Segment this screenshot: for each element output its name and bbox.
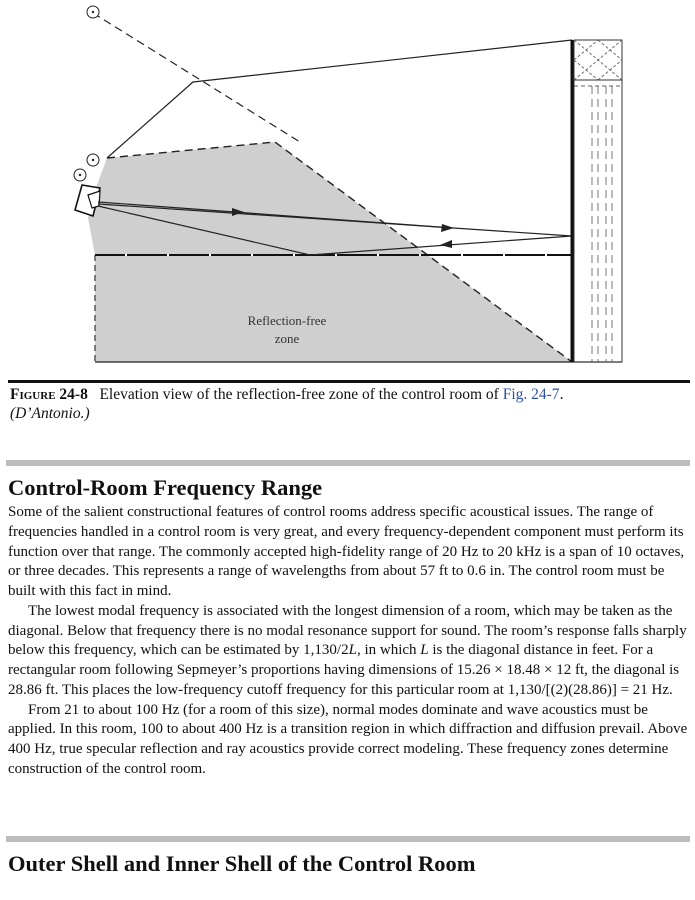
section-body-frequency-range xyxy=(8,503,691,780)
elevation-diagram xyxy=(0,0,695,378)
ray-reflected-arrow xyxy=(440,240,452,248)
figure-caption xyxy=(10,385,680,423)
source-marker-speaker-dot xyxy=(79,174,81,176)
section-heading-outer-inner-shell: Outer Shell and Inner Shell of the Control Room xyxy=(8,851,476,876)
zone-label-line1: Reflection-free xyxy=(247,313,327,328)
caption-text: Elevation view of the reflection-free zone of the control room of xyxy=(99,386,499,403)
source-marker-top-dot xyxy=(92,11,94,13)
variable-l-1: L xyxy=(348,642,357,659)
rear-wall-diffuser xyxy=(572,40,622,362)
source-marker-middle-dot xyxy=(92,159,94,161)
variable-l-2: L xyxy=(420,642,429,659)
reflection-free-zone xyxy=(88,142,572,362)
paragraph-2 xyxy=(8,602,691,701)
paragraph-3: From 21 to about 100 Hz (for a room of this size), normal modes dominate and wave acoustics must be applied. In this room, 100 to about 400 Hz is a transition region in which diffraction and diffusion prevail. Above 400 Hz, true specular reflection and ray acoustics provide correct modeling. These frequency zones determine construction of the control room. xyxy=(8,701,688,777)
ceiling-line xyxy=(107,40,572,158)
paragraph-1: Some of the salient constructional features of control rooms address specific acoustical issues. The range of frequencies handled in a control room is very great, and every frequency-dependent component must perform its function over that range. The commonly accepted high-fidelity range of 20 Hz to 20 kHz is a span of 10 octaves, or three decades. This represents a range of wavelengths from about 57 ft to 0.6 in. The control room must be built with this fact in mind. xyxy=(8,504,685,599)
sight-line-dashed xyxy=(93,13,300,142)
zone-label-line2: zone xyxy=(274,331,300,346)
paragraph-2-part-b: , in which xyxy=(356,642,421,659)
figure-link[interactable]: Fig. 24-7 xyxy=(502,386,560,403)
section-divider-2 xyxy=(6,836,690,842)
caption-rule xyxy=(8,380,690,383)
paragraph-2-part-c: is the diagonal distance in feet. For a rectangular room following Sepmeyer’s proportions having dimensions of 15.26 × 18.48 × 12 ft, the diagonal is 28.86 ft. This places the low-frequency cutoff frequency for this particular room at 1,130/[(2)(28.86)] = 21 Hz. xyxy=(8,642,680,698)
paragraph-2-part-a: The lowest modal frequency is associated with the longest dimension of a room, which may be taken as the diagonal. Below that frequency there is no modal resonance support for sound. The room’s response falls sharply below this frequency, which can be estimated by 1,130/2 xyxy=(8,602,687,659)
figure-24-8 xyxy=(0,0,695,378)
caption-source: (D’Antonio.) xyxy=(10,405,90,422)
figure-label: Figure 24-8 xyxy=(10,386,88,403)
section-heading-frequency-range: Control-Room Frequency Range xyxy=(8,475,323,500)
caption-period: . xyxy=(559,386,564,403)
section-divider-1 xyxy=(6,460,690,466)
